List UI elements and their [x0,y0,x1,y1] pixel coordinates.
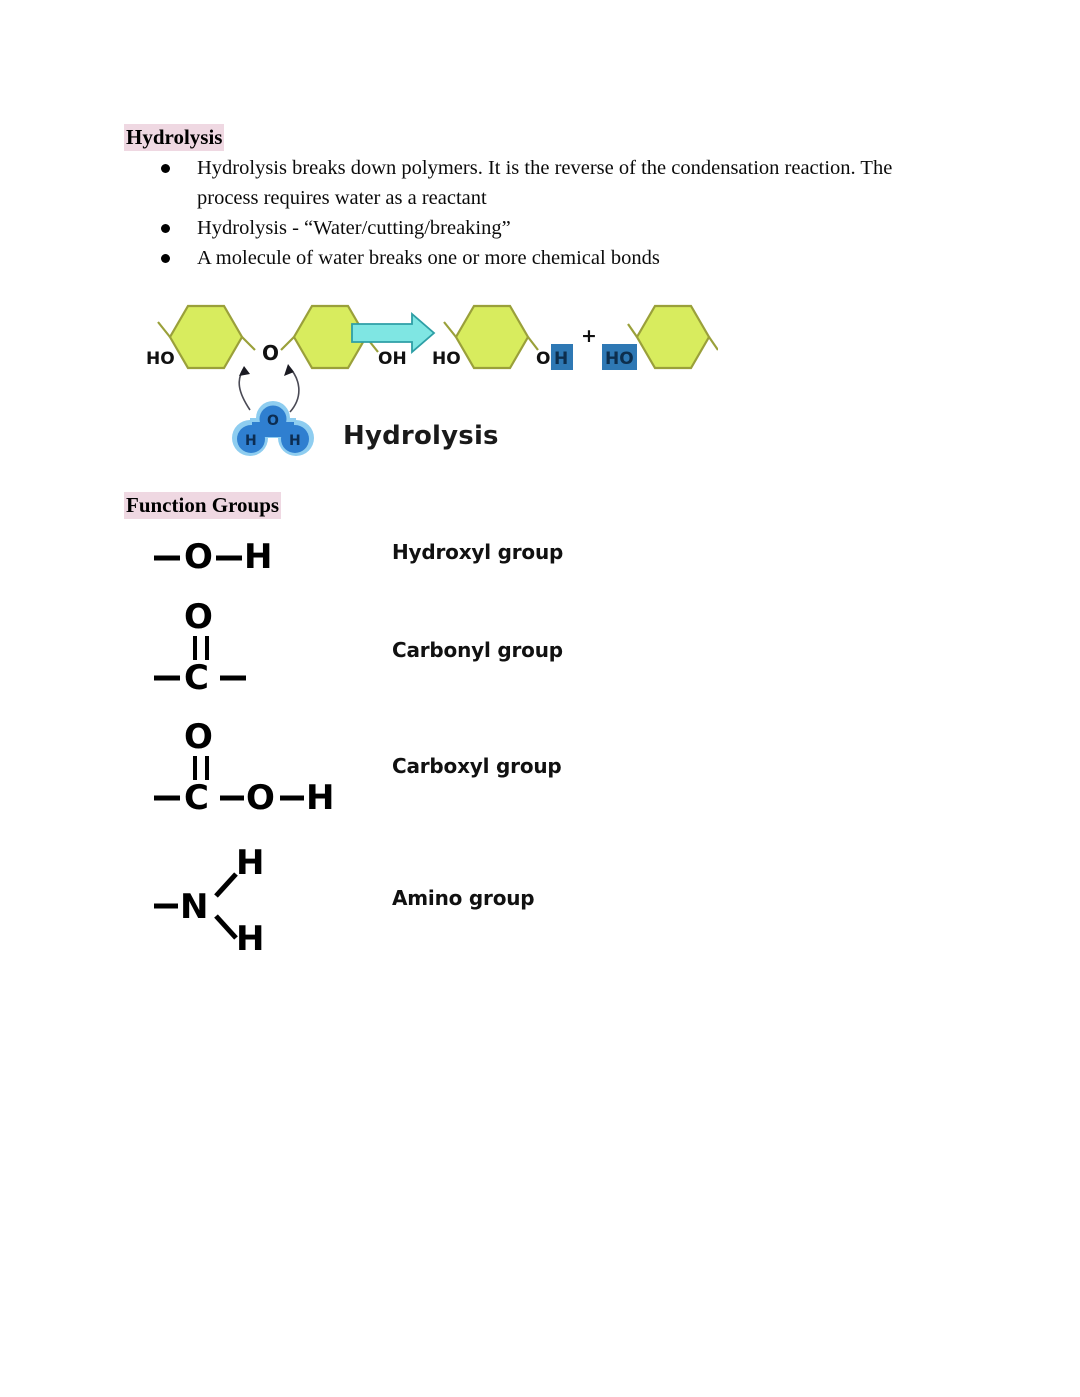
functional-groups-diagram [150,524,650,964]
list-item [155,213,945,243]
functional-group-row-amino [150,844,650,954]
functional-group-label: Carbonyl group [392,638,563,662]
hydrolysis-bullet-list [155,153,945,273]
water-molecule [232,401,314,456]
bullet-dot-icon [161,254,170,263]
hydrolysis-figure-caption: Hydrolysis [343,421,499,451]
hexagon-monomer-1 [170,306,242,368]
svg-text:O: O [184,597,213,637]
hexagon-product-2 [637,306,709,368]
svg-text:C: C [184,658,209,698]
svg-text:H: H [236,844,265,883]
functional-group-row-carboxyl [150,712,650,822]
carboxyl-structure [150,712,380,825]
svg-text:H: H [236,919,265,952]
section-heading-function-groups [124,492,281,518]
list-item-text: Hydrolysis breaks down polymers. It is the reverse of the condensation reaction. The process requires water as a reactant [197,157,893,209]
svg-text:O: O [184,537,213,577]
reactant-left-label: HO [146,349,175,369]
hydroxyl-structure [150,524,370,589]
functional-group-label: Hydroxyl group [392,540,564,564]
list-item [155,243,945,273]
bullet-dot-icon [161,224,170,233]
plus-sign: + [581,325,597,347]
functional-group-label: Carboxyl group [392,754,562,778]
section-heading-function-groups-text: Function Groups [126,493,280,517]
bridge-oxygen-label: O [262,341,280,365]
reactant-right-label: OH [378,349,407,369]
functional-group-label: Amino group [392,886,535,910]
product1-left-label: HO [432,349,461,369]
section-heading-hydrolysis-text: Hydrolysis [126,125,223,149]
svg-text:O: O [246,778,275,818]
functional-group-row-carbonyl [150,592,650,702]
list-item-text: Hydrolysis - “Water/cutting/breaking” [197,217,511,239]
svg-text:C: C [184,778,209,818]
svg-text:H: H [306,778,335,818]
product1-highlighted-hydrogen-label: H [554,349,569,369]
reaction-arrow-icon [352,314,434,352]
functional-group-row-hydroxyl [150,524,650,594]
svg-text:H: H [244,537,273,577]
water-hydrogen-left-label: H [245,433,257,449]
hexagon-product-1 [456,306,528,368]
list-item [155,153,945,213]
water-oxygen-label: O [267,413,279,429]
product2-highlighted-hydroxyl-label: HO [605,349,634,369]
section-heading-hydrolysis [124,124,224,150]
amino-structure [150,844,370,957]
water-hydrogen-right-label: H [289,433,301,449]
bullet-dot-icon [161,164,170,173]
carbonyl-structure [150,592,370,705]
svg-text:O: O [184,717,213,757]
svg-text:N: N [180,887,209,927]
product1-oxygen-label: O [536,349,551,369]
list-item-text: A molecule of water breaks one or more chemical bonds [197,247,660,269]
